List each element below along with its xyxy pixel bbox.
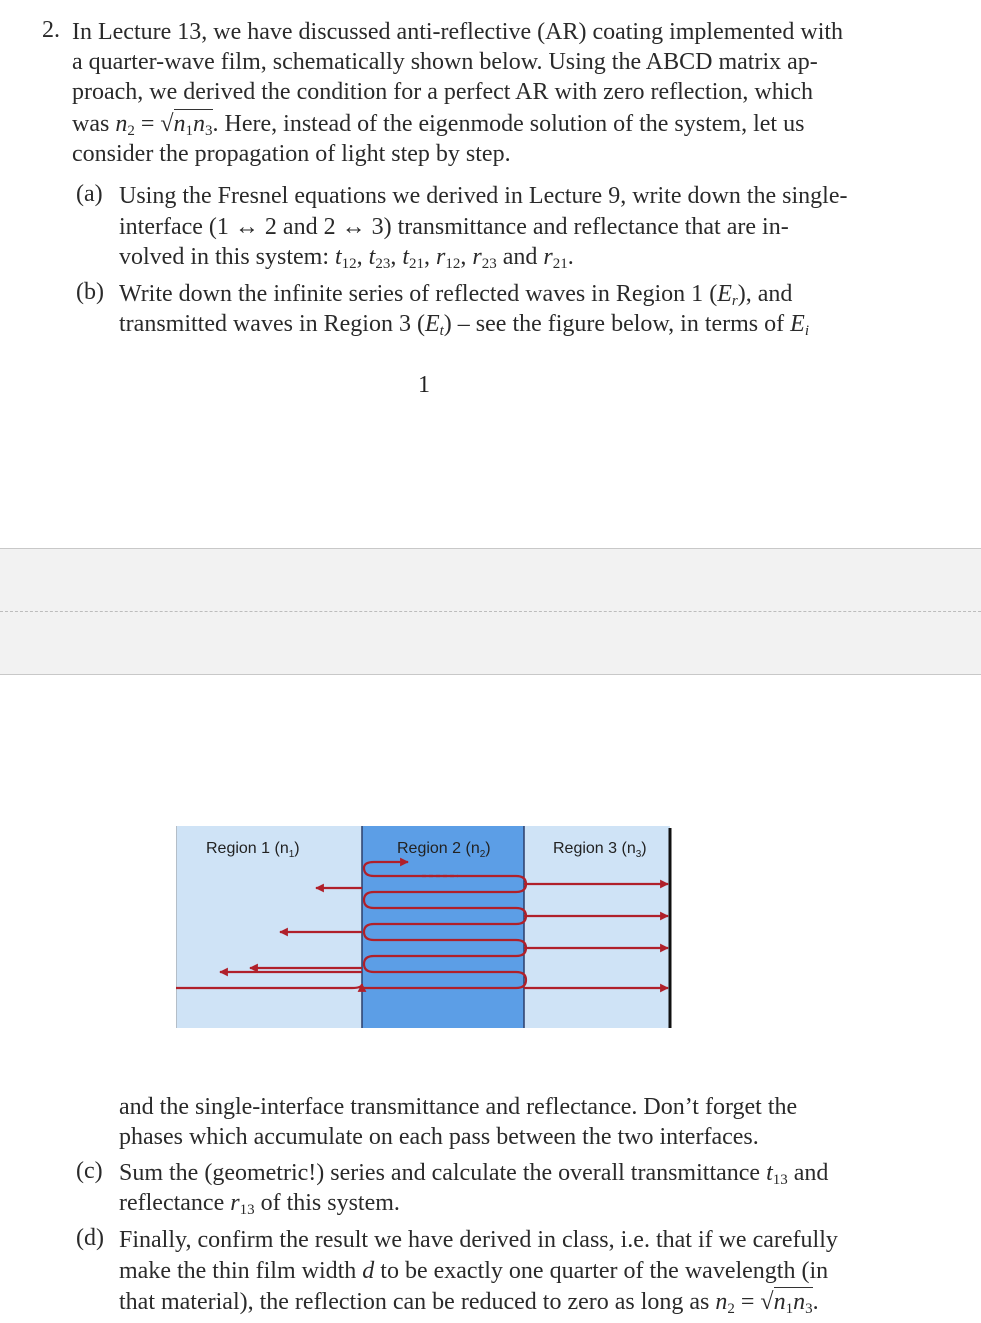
part-d-line-2b: to be exactly one quarter of the wavelength (in xyxy=(380,1258,829,1284)
part-c-line-2a: reflectance xyxy=(119,1190,225,1216)
formula-n2-condition-final: $n_2 = √n_1n_3$. xyxy=(715,1289,819,1317)
part-c-line-1-end: and xyxy=(793,1160,829,1186)
part-b-line-1-text: Write down the infinite series of reflected waves in Region 1 xyxy=(119,281,704,307)
part-a-label: (a) xyxy=(76,181,103,207)
part-a-line-3-text: volved in this system: xyxy=(119,244,329,270)
formula-coefficients: $t_{12}$, $t_{23}$, $t_{21}$, $r_{12}$, $r_{23}$ and $r_{21}$. xyxy=(335,244,574,272)
part-d-label: (d) xyxy=(76,1225,104,1251)
part-a-line-3 xyxy=(119,242,574,272)
part-d-line-2 xyxy=(119,1256,828,1286)
intro-line-3: proach, we derived the condition for a perfect AR with zero reflection, which xyxy=(72,79,814,105)
formula-Ei: $E_i$ xyxy=(790,311,809,339)
formula-t13: $t_{13}$ xyxy=(766,1160,788,1188)
intro-line-2: a quarter-wave film, schematically shown below. Using the ABCD matrix ap- xyxy=(72,49,818,75)
intro-line-4b: Here, instead of the eigenmode solution of the system, let us xyxy=(224,111,805,137)
formula-Er: $(E_r)$, xyxy=(709,281,752,309)
part-c-line-2 xyxy=(119,1188,400,1218)
part-d-line-3 xyxy=(119,1287,819,1317)
intro-line-4 xyxy=(72,109,804,139)
page-break-bottom-edge xyxy=(0,674,981,675)
part-c-line-2b: of this system. xyxy=(260,1190,400,1216)
part-b-line-1-end: and xyxy=(757,281,793,307)
part-c-label: (c) xyxy=(76,1158,103,1184)
ar-coating-figure xyxy=(176,826,676,1031)
part-d-line-2a: make the thin film width xyxy=(119,1258,357,1284)
page-break xyxy=(0,548,981,675)
page-number: 1 xyxy=(418,372,430,398)
intro-line-5: consider the propagation of light step by step. xyxy=(72,141,511,167)
region-3-label: Region 3 $(n_3)$ xyxy=(553,840,647,860)
region-2-label: Region 2 $(n_2)$ xyxy=(397,840,491,860)
part-b-line-2b: – see the figure below, in terms of xyxy=(457,311,785,337)
region-1-label: Region 1 $(n_1)$ xyxy=(206,840,300,860)
part-b-line-2-text: transmitted waves in Region 3 xyxy=(119,311,411,337)
part-b-line-2 xyxy=(119,309,809,339)
formula-r13: $r_{13}$ xyxy=(230,1190,255,1218)
formula-n2-condition: $n_2 = √n_1n_3$. xyxy=(115,111,219,139)
page-break-top-edge xyxy=(0,548,981,549)
intro-line-1: In Lecture 13, we have discussed anti-reflective (AR) coating implemented with xyxy=(72,19,844,45)
part-d-line-1: Finally, confirm the result we have derived in class, i.e. that if we carefully xyxy=(119,1227,838,1253)
part-a-line-1: Using the Fresnel equations we derived in Lecture 9, write down the single- xyxy=(119,183,848,209)
part-b-label: (b) xyxy=(76,279,104,305)
part-a-line-2: interface (1 ↔ 2 and 2 ↔ 3) transmittance and reflectance that are in- xyxy=(119,214,789,240)
part-b-line-3: and the single-interface transmittance and reflectance. Don’t forget the xyxy=(119,1094,798,1120)
part-c-line-1-text: Sum the (geometric!) series and calculate the overall transmittance xyxy=(119,1160,761,1186)
formula-Et: $(E_t)$ xyxy=(416,311,452,339)
part-b-line-1 xyxy=(119,279,792,309)
formula-d: d xyxy=(362,1258,375,1284)
part-c-line-1 xyxy=(119,1158,828,1188)
problem-number: 2. xyxy=(42,17,60,43)
intro-line-4a: was xyxy=(72,111,110,137)
part-d-line-3-text: that material), the reflection can be reduced to zero as long as xyxy=(119,1289,710,1315)
part-b-line-4: phases which accumulate on each pass between the two interfaces. xyxy=(119,1124,759,1150)
page-break-dashed-line xyxy=(0,611,981,612)
